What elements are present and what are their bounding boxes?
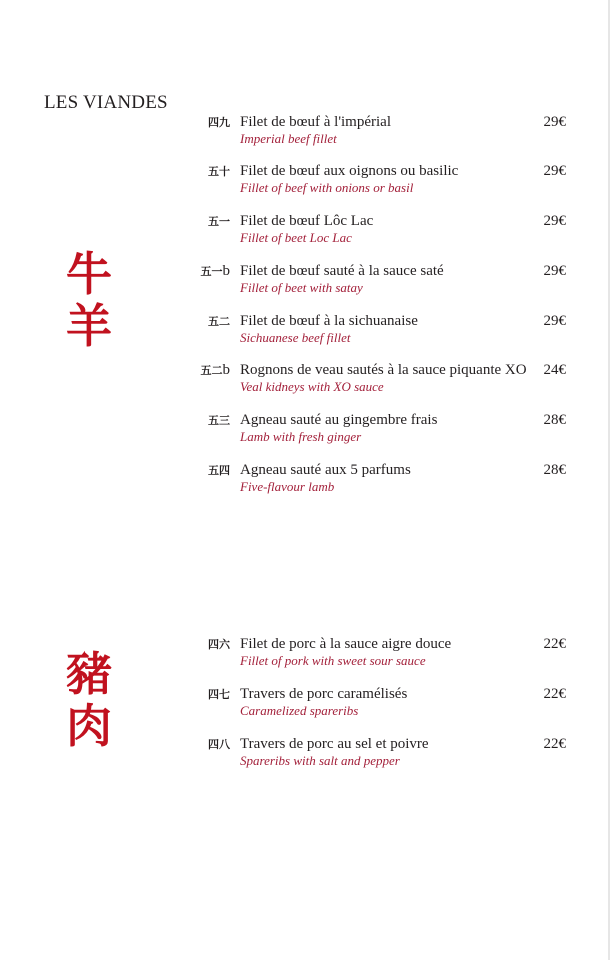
item-name-english: Fillet of pork with sweet sour sauce [240, 653, 426, 668]
menu-item [0, 361, 610, 401]
menu-item [0, 312, 610, 352]
item-name-french: Filet de bœuf Lôc Lac [240, 213, 374, 229]
item-name-english: Imperial beef fillet [240, 131, 337, 146]
item-number: 五十 [208, 165, 230, 178]
item-price: 29€ [543, 263, 566, 279]
item-number: 五二 [208, 315, 230, 328]
item-name-english: Fillet of beet Loc Lac [240, 230, 352, 245]
item-name-english: Five-flavour lamb [240, 479, 335, 494]
menu-item [0, 685, 610, 725]
item-number: 四六 [208, 638, 230, 651]
item-number: 四九 [208, 116, 230, 129]
menu-item [0, 735, 610, 775]
menu-item [0, 113, 610, 153]
beef-character: 牛 [66, 247, 112, 301]
item-number: 五二b [200, 362, 230, 378]
item-price: 22€ [543, 686, 566, 702]
lamb-character: 羊 [66, 299, 112, 353]
item-name-english: Fillet of beef with onions or basil [240, 180, 414, 195]
menu-item [0, 212, 610, 252]
item-name-french: Agneau sauté au gingembre frais [240, 412, 438, 428]
menu-item [0, 162, 610, 202]
item-price: 28€ [543, 412, 566, 428]
item-name-english: Sichuanese beef fillet [240, 330, 351, 345]
item-name-french: Travers de porc caramélisés [240, 686, 408, 702]
menu-item [0, 411, 610, 451]
item-name-french: Filet de porc à la sauce aigre douce [240, 636, 452, 652]
item-name-english: Caramelized spareribs [240, 703, 359, 718]
item-price: 29€ [543, 114, 566, 130]
item-name-english: Spareribs with salt and pepper [240, 753, 400, 768]
item-price: 29€ [543, 163, 566, 179]
menu-item [0, 461, 610, 501]
item-number: 五四 [208, 464, 230, 477]
item-price: 22€ [543, 736, 566, 752]
item-name-french: Filet de bœuf à l'impérial [240, 114, 391, 130]
item-number: 五三 [208, 414, 230, 427]
item-price: 29€ [543, 313, 566, 329]
menu-item [0, 635, 610, 675]
item-price: 22€ [543, 636, 566, 652]
menu-item [0, 262, 610, 302]
item-name-french: Agneau sauté aux 5 parfums [240, 462, 411, 478]
meat-character: 肉 [66, 699, 112, 753]
item-name-french: Filet de bœuf à la sichuanaise [240, 313, 418, 329]
item-number: 四七 [208, 688, 230, 701]
item-name-english: Fillet of beet with satay [240, 280, 363, 295]
item-name-french: Travers de porc au sel et poivre [240, 736, 429, 752]
item-name-english: Lamb with fresh ginger [240, 429, 362, 444]
item-name-english: Veal kidneys with XO sauce [240, 379, 384, 394]
item-number: 四八 [208, 738, 230, 751]
item-number: 五一b [200, 263, 230, 279]
item-name-french: Filet de bœuf sauté à la sauce saté [240, 263, 444, 279]
pig-character: 豬 [66, 647, 112, 701]
item-price: 28€ [543, 462, 566, 478]
item-name-french: Filet de bœuf aux oignons ou basilic [240, 163, 459, 179]
item-number: 五一 [208, 215, 230, 228]
section-title: LES VIANDES [44, 92, 168, 113]
item-price: 24€ [543, 362, 566, 378]
item-name-french: Rognons de veau sautés à la sauce piquante XO [240, 362, 527, 378]
item-price: 29€ [543, 213, 566, 229]
